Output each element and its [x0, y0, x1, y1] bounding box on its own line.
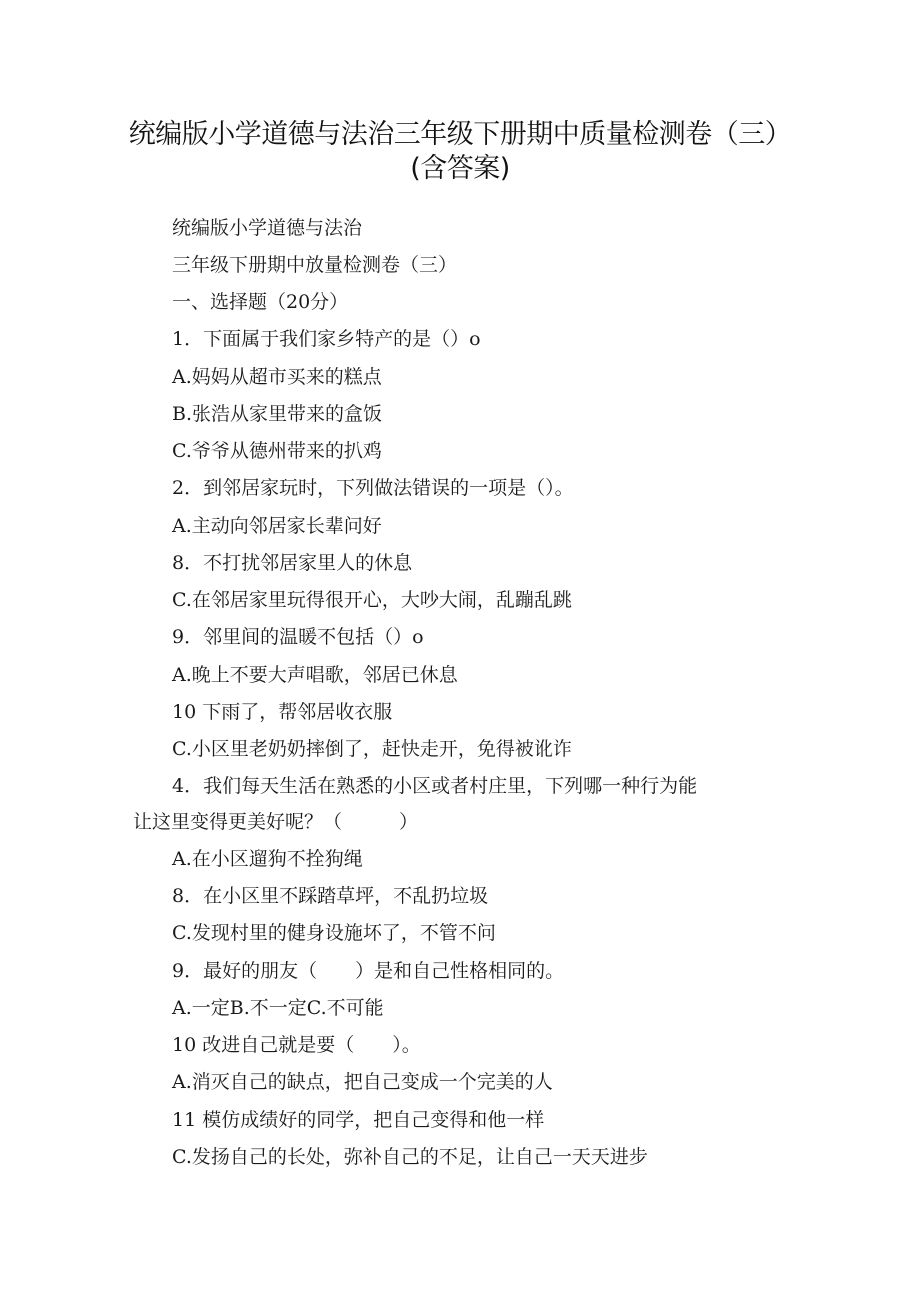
question-3-option-b: 10 下雨了，帮邻居收衣服 — [172, 701, 393, 723]
question-6: 10 改进自己就是要（ ）。 — [172, 1034, 421, 1056]
question-1-option-c: C.爷爷从德州带来的扒鸡 — [172, 440, 382, 462]
subtitle-series: 统编版小学道德与法治 — [172, 217, 363, 239]
question-4: 4．我们每天生活在熟悉的小区或者村庄里，下列哪一种行为能 — [172, 775, 698, 797]
question-4-continuation: 让这里变得更美好呢？（ ） — [133, 811, 419, 833]
question-1-option-a: A.妈妈从超市买来的糕点 — [172, 366, 382, 388]
question-6-option-b: 11 模仿成绩好的同学，把自己变得和他一样 — [172, 1109, 545, 1131]
question-5-options: A.一定B.不一定C.不可能 — [172, 997, 384, 1019]
question-1: 1．下面属于我们家乡特产的是（）o — [172, 328, 481, 350]
question-2: 2．到邻居家玩时，下列做法错误的一项是（）。 — [172, 477, 574, 499]
question-6-option-a: A.消灭自己的缺点，把自己变成一个完美的人 — [172, 1071, 553, 1093]
question-4-option-a: A.在小区遛狗不拴狗绳 — [172, 848, 363, 870]
question-6-option-c: C.发扬自己的长处，弥补自己的不足，让自己一天天进步 — [172, 1146, 648, 1168]
question-2-option-b: 8．不打扰邻居家里人的休息 — [172, 552, 413, 574]
question-3-option-c: C.小区里老奶奶摔倒了，赶快走开，免得被讹诈 — [172, 738, 572, 760]
question-3-option-a: A.晚上不要大声唱歌，邻居已休息 — [172, 664, 458, 686]
question-5: 9．最好的朋友（ ）是和自己性格相同的。 — [172, 960, 565, 982]
question-3: 9．邻里间的温暖不包括（）o — [172, 626, 424, 648]
section-heading: 一、选择题（20分） — [172, 291, 349, 313]
document-title-line-2: (含答案) — [410, 153, 510, 184]
question-4-option-c: C.发现村里的健身设施坏了，不管不问 — [172, 922, 496, 944]
question-2-option-a: A.主动向邻居家长辈问好 — [172, 515, 382, 537]
question-2-option-c: C.在邻居家里玩得很开心，大吵大闹，乱蹦乱跳 — [172, 589, 572, 611]
question-1-option-b: B.张浩从家里带来的盒饭 — [172, 403, 383, 425]
subtitle-exam: 三年级下册期中放量检测卷（三） — [172, 254, 458, 276]
document-title-line-1: 统编版小学道德与法治三年级下册期中质量检测卷（三） — [128, 119, 792, 150]
question-4-option-b: 8．在小区里不踩踏草坪，不乱扔垃圾 — [172, 885, 489, 907]
